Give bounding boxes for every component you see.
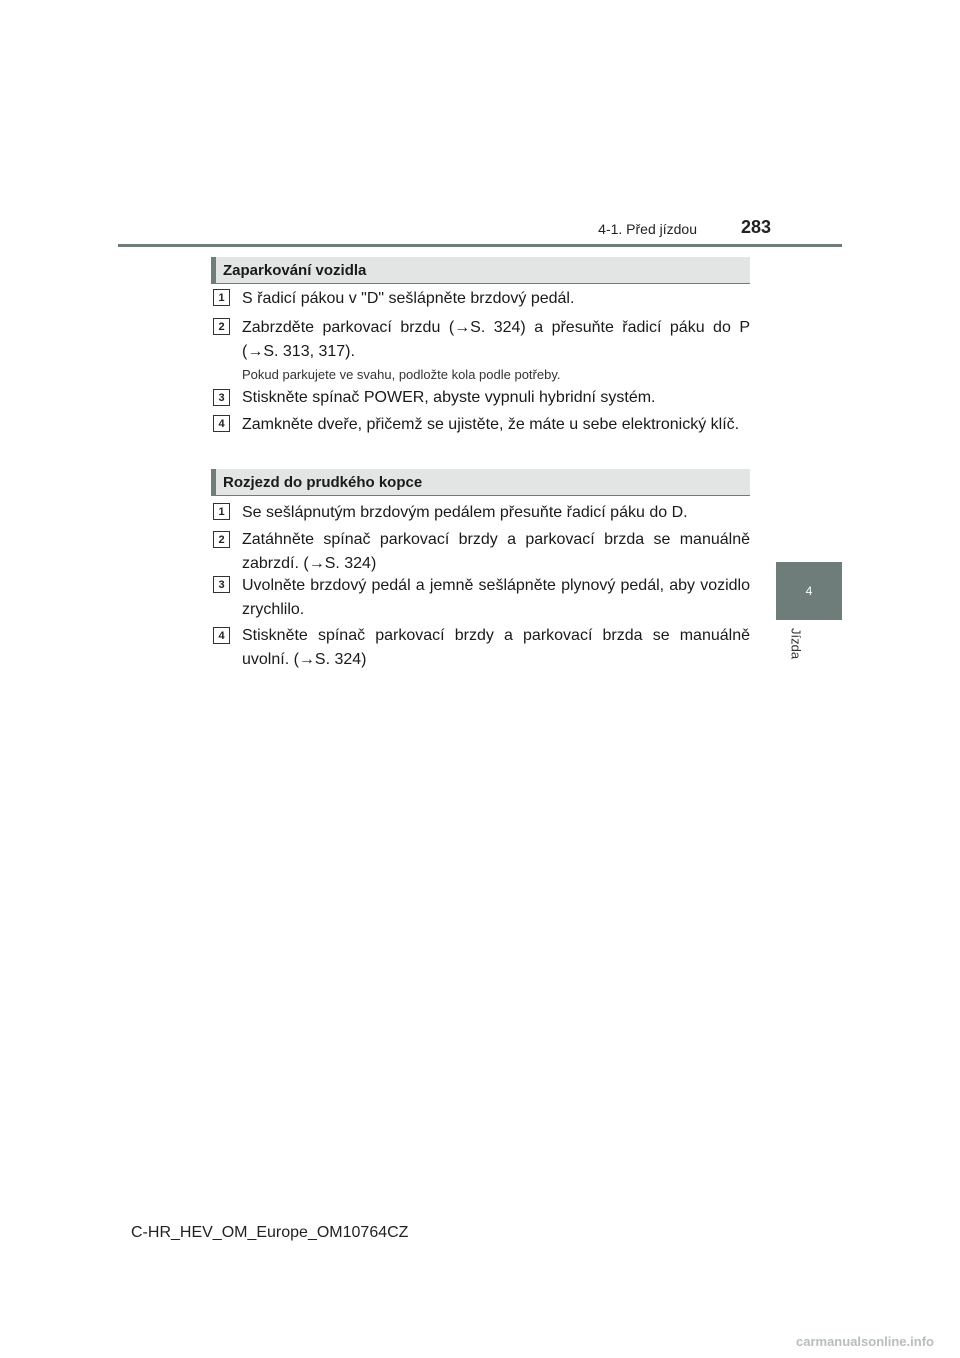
section-heading-hill-start — [211, 469, 750, 496]
step-text: Stiskněte spínač POWER, abyste vypnuli hybridní systém. — [242, 389, 656, 406]
note-text: Pokud parkujete ve svahu, podložte kola podle potřeby. — [242, 367, 561, 382]
step-badge: 1 — [213, 289, 230, 306]
header-section-title: 4-1. Před jízdou — [598, 221, 697, 237]
page-number: 283 — [741, 217, 772, 237]
step-badge: 2 — [213, 318, 230, 335]
step-badge: 4 — [213, 627, 230, 644]
step-badge: 3 — [213, 389, 230, 406]
step-text: Uvolněte brzdový pedál a jemně sešlápněte plynový pedál, aby vozidlo zrychlilo. — [242, 577, 750, 618]
step-badge: 3 — [213, 576, 230, 593]
chapter-number: 4 — [805, 584, 813, 598]
chapter-label: Jízda — [788, 628, 804, 660]
step-badge: 4 — [213, 415, 230, 432]
section-heading-parking — [211, 257, 750, 284]
step-text: Zatáhněte spínač parkovací brzdy a parkovací brzda se manuálně zabrzdí. (→S. 324) — [242, 531, 750, 572]
chapter-tab — [776, 562, 842, 620]
step-text: Stiskněte spínač parkovací brzdy a parkovací brzda se manuálně uvolní. (→S. 324) — [242, 627, 750, 668]
step-text: S řadicí pákou v "D" sešlápněte brzdový pedál. — [242, 290, 575, 307]
header-rule — [118, 244, 842, 247]
step-text: Zabrzděte parkovací brzdu (→S. 324) a přesuňte řadicí páku do P (→S. 313, 317). — [242, 319, 750, 360]
footer-doc-code: C-HR_HEV_OM_Europe_OM10764CZ — [131, 1224, 409, 1241]
watermark: carmanualsonline.info — [796, 1334, 934, 1349]
step-text: Zamkněte dveře, přičemž se ujistěte, že máte u sebe elektronický klíč. — [242, 416, 740, 433]
step-badge: 1 — [213, 503, 230, 520]
step-badge: 2 — [213, 531, 230, 548]
section-heading-text: Rozjezd do prudkého kopce — [223, 473, 423, 491]
step-text: Se sešlápnutým brzdovým pedálem přesuňte řadicí páku do D. — [242, 504, 688, 521]
section-heading-text: Zaparkování vozidla — [223, 261, 367, 279]
